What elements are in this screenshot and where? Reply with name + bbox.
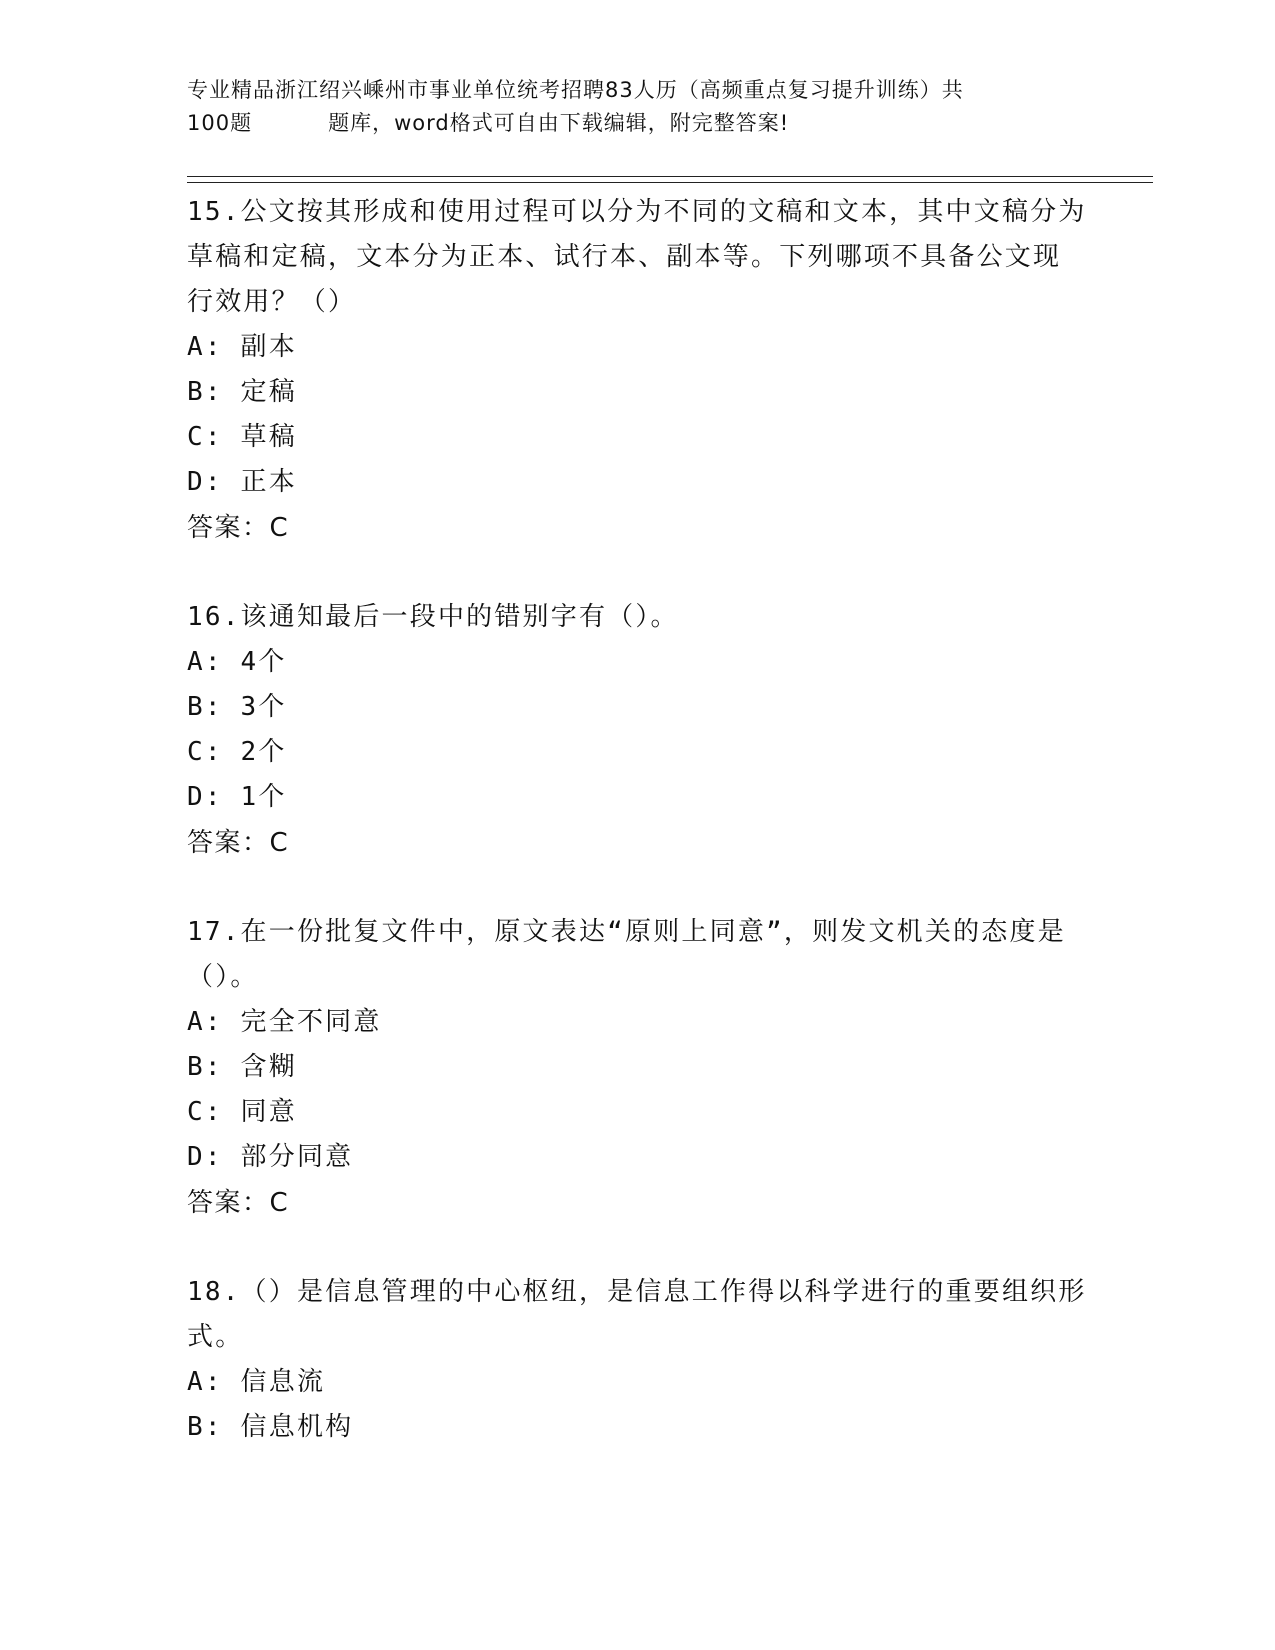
option-d: D: 1个 — [187, 782, 287, 812]
answer: 答案：C — [187, 1188, 290, 1218]
option-a: A: 4个 — [187, 647, 287, 677]
header-line-1: 专业精品浙江绍兴嵊州市事业单位统考招聘83人历（高频重点复习提升训练）共 — [187, 78, 964, 102]
question-16 — [187, 595, 1087, 866]
header-line-2-right: 题库，word格式可自由下载编辑，附完整答案! — [328, 111, 790, 135]
header-divider-top — [187, 176, 1153, 177]
question-text: 16.该通知最后一段中的错别字有（）。 — [187, 602, 679, 632]
question-15 — [187, 190, 1087, 551]
option-b: B: 含糊 — [187, 1052, 297, 1082]
answer: 答案：C — [187, 828, 290, 858]
question-list — [187, 190, 1087, 1494]
option-d: D: 正本 — [187, 467, 297, 497]
header-divider-bottom — [187, 182, 1153, 183]
header-line-2-left: 100题 — [187, 111, 253, 135]
option-a: A: 完全不同意 — [187, 1007, 382, 1037]
question-18 — [187, 1270, 1087, 1450]
answer: 答案：C — [187, 513, 290, 543]
option-d: D: 部分同意 — [187, 1142, 354, 1172]
option-a: A: 信息流 — [187, 1367, 326, 1397]
option-b: B: 信息机构 — [187, 1412, 354, 1442]
question-17 — [187, 910, 1087, 1226]
option-c: C: 2个 — [187, 737, 287, 767]
question-text: 15.公文按其形成和使用过程可以分为不同的文稿和文本，其中文稿分为草稿和定稿，文本分为正本、试行本、副本等。下列哪项不具备公文现行效用？（） — [187, 197, 1087, 317]
document-header — [187, 74, 1087, 140]
question-text: 17.在一份批复文件中，原文表达“原则上同意”，则发文机关的态度是（）。 — [187, 917, 1066, 992]
option-a: A: 副本 — [187, 332, 297, 362]
option-b: B: 定稿 — [187, 377, 297, 407]
header-line-2 — [187, 107, 1087, 140]
question-text: 18.（）是信息管理的中心枢纽，是信息工作得以科学进行的重要组织形式。 — [187, 1277, 1087, 1352]
option-c: C: 草稿 — [187, 422, 297, 452]
option-c: C: 同意 — [187, 1097, 297, 1127]
option-b: B: 3个 — [187, 692, 287, 722]
